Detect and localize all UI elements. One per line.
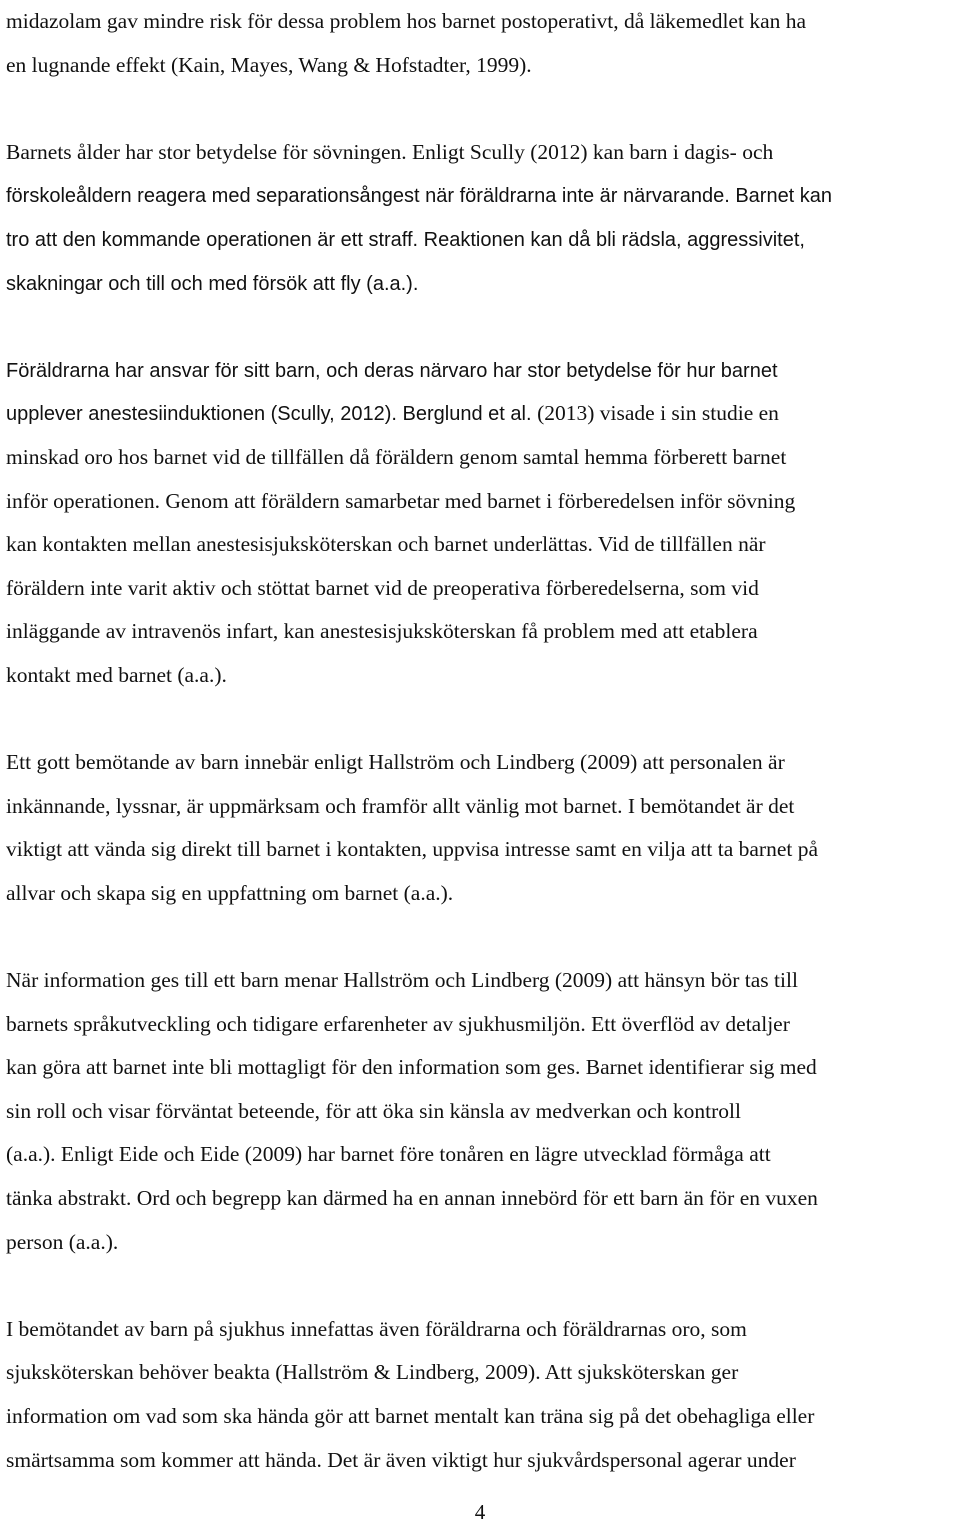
text-run: smärtsamma som kommer att hända. Det är även viktigt hur sjukvårdspersonal agerar under bbox=[6, 1447, 796, 1472]
paragraph bbox=[6, 741, 960, 915]
text-line bbox=[6, 610, 960, 654]
text-line bbox=[6, 1133, 960, 1177]
text-run: skakningar och till och med försök att fly (a.a.). bbox=[6, 272, 419, 295]
text-run: När information ges till ett barn menar Hallström och Lindberg (2009) att hänsyn bör tas till bbox=[6, 968, 798, 993]
text-run: I bemötandet av barn på sjukhus innefattas även föräldrarna och föräldrarnas oro, som bbox=[6, 1316, 747, 1341]
text-line bbox=[6, 828, 960, 872]
paragraph bbox=[6, 131, 960, 305]
text-run: person (a.a.). bbox=[6, 1229, 119, 1254]
text-line bbox=[6, 1395, 960, 1439]
text-run: information om vad som ska hända gör att barnet mentalt kan träna sig på det obehagliga eller bbox=[6, 1404, 815, 1428]
text-run: föräldern inte varit aktiv och stöttat barnet vid de preoperativa förberedelserna, som vid bbox=[6, 575, 759, 600]
text-run: kontakt med barnet (a.a.). bbox=[6, 662, 227, 687]
paragraph bbox=[6, 349, 960, 698]
text-line bbox=[6, 392, 960, 436]
text-line bbox=[6, 218, 960, 262]
text-run: Barnets ålder har stor betydelse för sövningen. Enligt Scully (2012) kan barn i dagis- och bbox=[6, 139, 774, 164]
text-run: allvar och skapa sig en uppfattning om barnet (a.a.). bbox=[6, 880, 454, 905]
text-line bbox=[6, 872, 960, 916]
paragraph-gap bbox=[6, 305, 960, 349]
text-line bbox=[6, 480, 960, 524]
text-line bbox=[6, 44, 960, 88]
text-line bbox=[6, 567, 960, 611]
text-line bbox=[6, 1221, 960, 1265]
text-run: Föräldrarna har ansvar för sitt barn, och deras närvaro har stor betydelse för hur barnet bbox=[6, 359, 778, 382]
text-line bbox=[6, 1003, 960, 1047]
paragraph-gap bbox=[6, 698, 960, 742]
text-run: upplever anestesiinduktionen (Scully, 2012). Berglund et al. bbox=[6, 403, 538, 426]
text-line bbox=[6, 523, 960, 567]
paragraph bbox=[6, 1308, 960, 1482]
text-line bbox=[6, 131, 960, 175]
text-line bbox=[6, 959, 960, 1003]
document-page bbox=[6, 0, 960, 1482]
text-run: kan kontakten mellan anestesisjuksköterskan och barnet underlättas. Vid de tillfällen när bbox=[6, 532, 766, 557]
text-line bbox=[6, 1046, 960, 1090]
paragraph bbox=[6, 0, 960, 87]
paragraph-gap bbox=[6, 1264, 960, 1308]
text-run: kan göra att barnet inte bli mottagligt för den information som ges. Barnet identifierar sig med bbox=[6, 1055, 817, 1080]
text-run: (2013) visade i sin studie en bbox=[537, 401, 779, 426]
text-run: Ett gott bemötande av barn innebär enligt Hallström och Lindberg (2009) att personalen är bbox=[6, 750, 785, 775]
text-run: sin roll och visar förväntat beteende, för att öka sin känsla av medverkan och kontroll bbox=[6, 1098, 741, 1123]
text-run: inläggande av intravenös infart, kan anestesisjuksköterskan få problem med att etablera bbox=[6, 619, 758, 644]
text-run: sjuksköterskan behöver beakta (Hallström & Lindberg, 2009). Att sjuksköterskan ger bbox=[6, 1360, 739, 1385]
paragraph-gap bbox=[6, 915, 960, 959]
text-run: tänka abstrakt. Ord och begrepp kan därmed ha en annan innebörd för ett barn än för en vuxen bbox=[6, 1186, 818, 1211]
text-line bbox=[6, 262, 960, 306]
text-line bbox=[6, 1439, 960, 1483]
paragraph-gap bbox=[6, 87, 960, 131]
text-run: en lugnande effekt (Kain, Mayes, Wang & Hofstadter, 1999). bbox=[6, 52, 532, 77]
text-run: tro att den kommande operationen är ett straff. Reaktionen kan då bli rädsla, aggressivitet, bbox=[6, 228, 805, 251]
text-line bbox=[6, 174, 960, 218]
text-line bbox=[6, 1090, 960, 1134]
text-line bbox=[6, 0, 960, 44]
page-number: 4 bbox=[474, 1500, 486, 1524]
text-run: inkännande, lyssnar, är uppmärksam och framför allt vänlig mot barnet. I bemötandet är det bbox=[6, 793, 795, 818]
text-line bbox=[6, 349, 960, 393]
text-line bbox=[6, 1351, 960, 1395]
text-run: förskoleåldern reagera med separationsångest när föräldrarna inte är närvarande. Barnet kan bbox=[6, 185, 833, 208]
text-run: viktigt att vända sig direkt till barnet i kontakten, uppvisa intresse samt en vilja att ta barnet på bbox=[6, 837, 819, 862]
text-run: minskad oro hos barnet vid de tillfällen då föräldern genom samtal hemma förberett barnet bbox=[6, 444, 787, 469]
text-run: midazolam gav mindre risk för dessa problem hos barnet postoperativt, då läkemedlet kan ha bbox=[6, 9, 807, 33]
paragraph bbox=[6, 959, 960, 1264]
text-line bbox=[6, 654, 960, 698]
text-line bbox=[6, 1308, 960, 1352]
text-line bbox=[6, 436, 960, 480]
text-run: barnets språkutveckling och tidigare erfarenheter av sjukhusmiljön. Ett överflöd av detaljer bbox=[6, 1011, 790, 1036]
text-line bbox=[6, 741, 960, 785]
text-run: (a.a.). Enligt Eide och Eide (2009) har barnet före tonåren en lägre utvecklad förmåga att bbox=[6, 1142, 771, 1167]
text-run: inför operationen. Genom att föräldern samarbetar med barnet i förberedelsen inför sövning bbox=[6, 488, 796, 513]
text-line bbox=[6, 785, 960, 829]
text-line bbox=[6, 1177, 960, 1221]
